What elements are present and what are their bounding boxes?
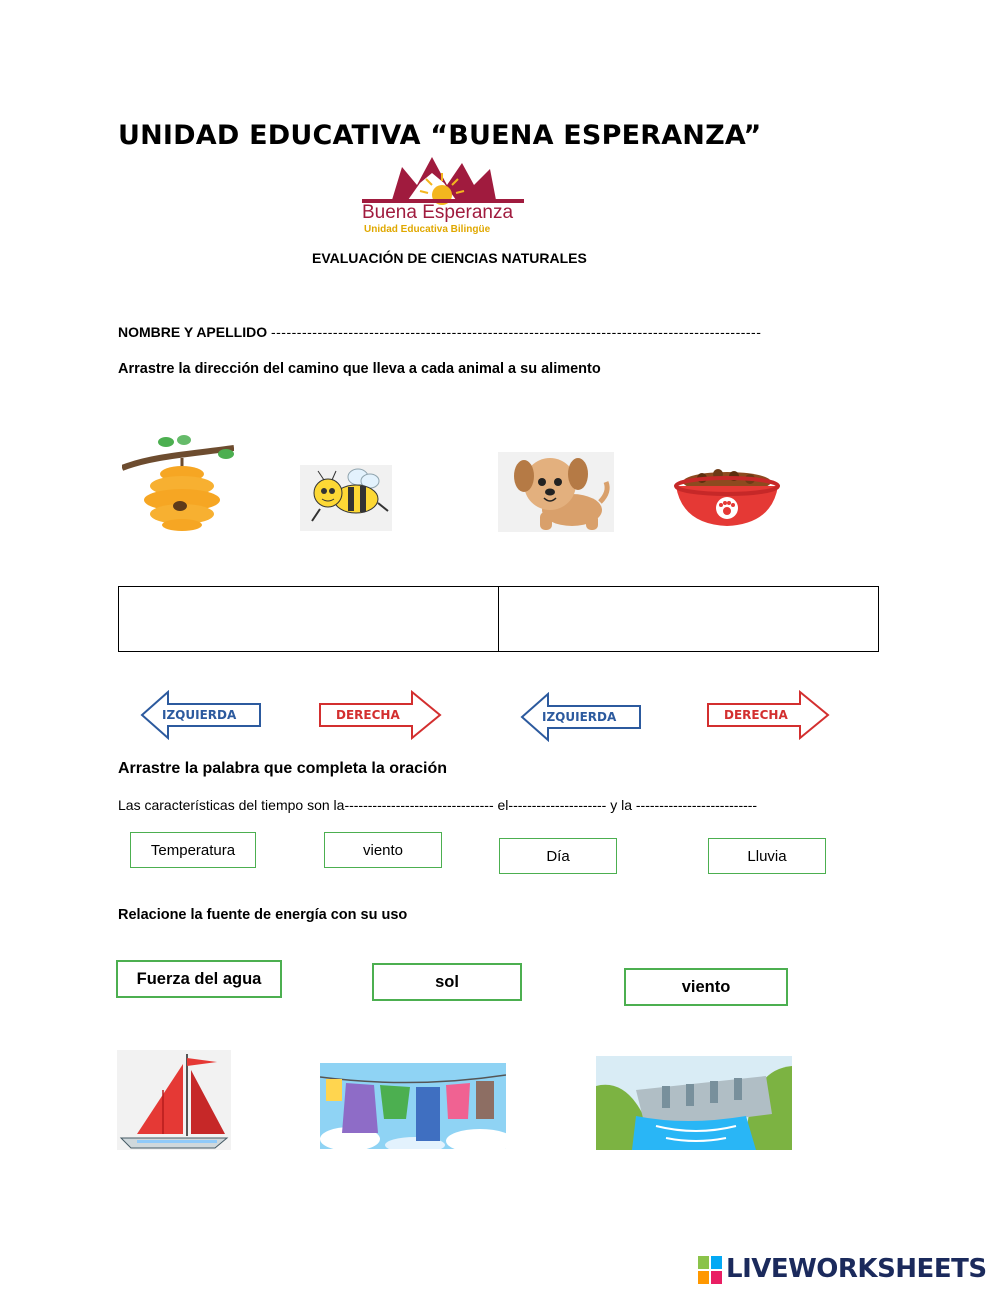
word-viento[interactable]: viento — [324, 832, 442, 868]
word-lluvia[interactable]: Lluvia — [708, 838, 826, 874]
arrow-label: IZQUIERDA — [162, 708, 237, 722]
sailboat-image — [117, 1050, 231, 1150]
bee-image — [300, 465, 392, 531]
fill-in-sentence: Las características del tiempo son la-------------------------------- el--------------------- y la -------------------------- — [118, 797, 758, 813]
arrow-label: DERECHA — [336, 708, 400, 722]
beehive-icon — [122, 434, 234, 532]
arrow-izquierda-1[interactable] — [140, 690, 262, 740]
name-line — [118, 324, 761, 340]
crown-logo-icon — [362, 155, 524, 205]
name-blank[interactable]: ----------------------------------------------------------------------------------------------- — [270, 324, 762, 340]
name-label: NOMBRE Y APELLIDO — [118, 324, 268, 340]
energy-fuerza-del-agua[interactable]: Fuerza del agua — [116, 960, 282, 998]
energy-viento[interactable]: viento — [624, 968, 788, 1006]
beehive-image — [122, 434, 234, 532]
drop-zone-left[interactable] — [119, 587, 498, 651]
dam-icon — [596, 1056, 792, 1150]
liveworksheets-logo-icon — [698, 1256, 722, 1284]
arrow-derecha-2[interactable] — [706, 690, 830, 740]
school-title: UNIDAD EDUCATIVA “BUENA ESPERANZA” — [118, 120, 762, 151]
arrow-derecha-1[interactable] — [318, 690, 442, 740]
dog-food-bowl-image — [672, 462, 782, 530]
arrow-label: IZQUIERDA — [542, 710, 617, 724]
puppy-image — [498, 452, 614, 532]
logo-subtitle: Unidad Educativa Bilingüe — [364, 224, 491, 235]
clothesline-image — [320, 1063, 506, 1149]
logo-name: Buena Esperanza — [362, 202, 514, 223]
energy-sol[interactable]: sol — [372, 963, 522, 1001]
dog-bowl-icon — [672, 462, 782, 530]
answer-drop-table — [118, 586, 879, 652]
section3-instruction: Relacione la fuente de energía con su uso — [118, 907, 408, 923]
arrow-label: DERECHA — [724, 708, 788, 722]
hydroelectric-dam-image — [596, 1056, 792, 1150]
liveworksheets-brand[interactable]: LIVEWORKSHEETS — [726, 1254, 987, 1284]
word-temperatura[interactable]: Temperatura — [130, 832, 256, 868]
section2-instruction: Arrastre la palabra que completa la oración — [118, 760, 448, 777]
sailboat-icon — [117, 1050, 231, 1150]
bee-icon — [300, 465, 392, 531]
arrow-izquierda-2[interactable] — [520, 692, 642, 742]
section1-instruction: Arrastre la dirección del camino que lleva a cada animal a su alimento — [118, 361, 601, 377]
clothesline-icon — [320, 1063, 506, 1149]
page-subtitle: EVALUACIÓN DE CIENCIAS NATURALES — [312, 250, 587, 266]
puppy-icon — [498, 452, 614, 532]
word-dia[interactable]: Día — [499, 838, 617, 874]
drop-zone-right[interactable] — [498, 587, 878, 651]
